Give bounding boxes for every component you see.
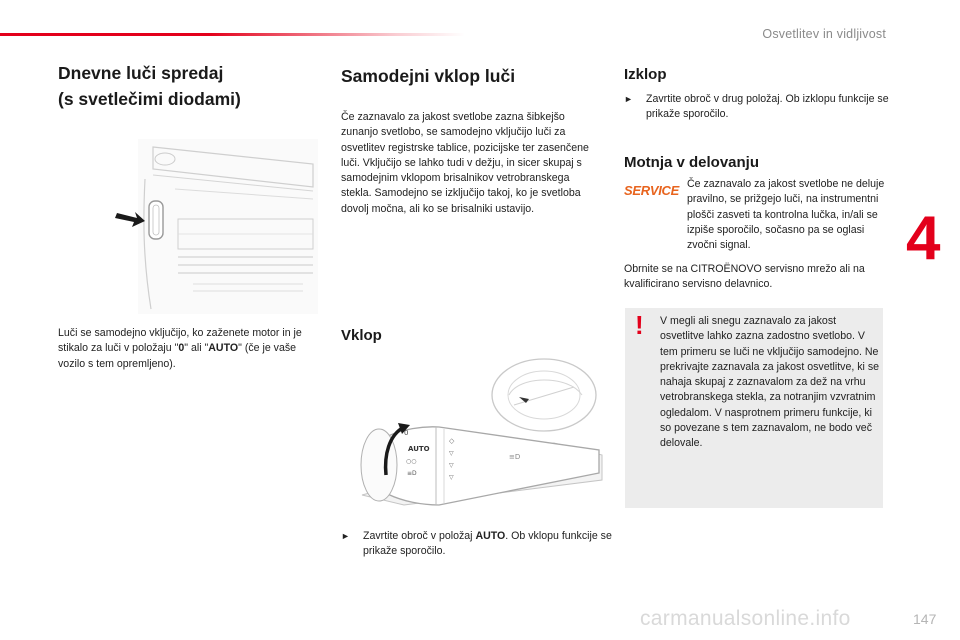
motnja-paragraph xyxy=(624,177,886,253)
wiper-symbols: ◇ xyxy=(449,437,455,445)
vklop-instruction xyxy=(341,529,625,560)
vklop-pre: Zavrtite obroč v položaj xyxy=(363,530,476,542)
dipped-beam-symbol: ≡D xyxy=(407,470,417,477)
triangle-right-icon: ► xyxy=(624,94,633,104)
section-title-daytime-lights xyxy=(58,60,241,112)
service-warning-icon: SERVICE xyxy=(624,183,679,198)
section-title-vklop: Vklop xyxy=(341,327,382,344)
title-line-2: (s svetlečimi diodami) xyxy=(58,89,241,109)
warning-note-text: V megli ali snegu zaznavalo za jakost osvetlitve lahko zazna zadostno svetlobo. V tem primeru se luči ne vključijo samodejno. Ne prekrivajte zaznavala za jakost osvetlitve, ki se nahaja skupaj z zaznavalom za dež na vrhu vetrobranskega stekla, za notranjim vzvratnim ogledalom. V nasprotnem primeru funkcije, ki so povezane s tem zaznavalom, ne bodo več delovale. xyxy=(660,315,880,450)
para-mid: " ali " xyxy=(184,342,209,355)
watermark: carmanualsonline.info xyxy=(640,607,851,630)
wiper-symbol-4: ▽ xyxy=(449,474,454,481)
front-lights-illustration xyxy=(113,139,318,314)
automatic-lights-intro: Če zaznavalo za jakost svetlobe zazna šibkejšo zunanjo svetlobo, se samodejno vključijo luči za osvetlitev registrske tablice, pozicijske ter zasenčene luči. Vključijo se lahko tudi v dežju, in sicer skupaj s samodejnim vklopom brisalnikov vetrobranskega stekla. Samodejno se izključijo takoj, ko je svetloba dovolj močna, ali ko se brisalniki ustavijo. xyxy=(341,111,589,215)
section-title-automatic-lights: Samodejni vklop luči xyxy=(341,66,516,86)
page-number: 147 xyxy=(913,611,937,627)
stalk-label-zero: 0 xyxy=(404,429,409,437)
chapter-title: Osvetlitev in vidljivost xyxy=(762,27,886,41)
position-auto: AUTO xyxy=(208,342,239,355)
para-post: " (če je vaše vozilo s tem opremljeno). xyxy=(58,342,297,370)
section-title-motnja: Motnja v delovanju xyxy=(624,154,760,171)
header-accent-bar xyxy=(0,33,465,36)
service-paragraph: Obrnite se na CITROËNOVO servisno mrežo ali na kvalificirano servisno delavnico. xyxy=(624,263,865,291)
daytime-lights-paragraph xyxy=(58,326,320,372)
position-zero: 0 xyxy=(178,342,185,355)
motnja-text: Če zaznavalo za jakost svetlobe ne deluje pravilno, se prižgejo luči, na instrumentni plošči zasveti ta kontrolna lučka, in/ali se izpiše sporočilo, sočasno pa se oglasi zvočni signal. xyxy=(687,178,885,252)
exclamation-icon: ! xyxy=(635,310,644,340)
chapter-number: 4 xyxy=(906,204,941,273)
stalk-label-auto: AUTO xyxy=(408,445,430,453)
para-pre: Luči se samodejno vključijo, ko zaženete motor in je stikalo za luči v položaju " xyxy=(58,327,302,355)
stalk-end-symbol: ≡D xyxy=(509,453,521,461)
section-title-izklop: Izklop xyxy=(624,66,667,83)
vklop-post: . Ob vklopu funkcije se prikaže sporočilo. xyxy=(363,530,612,558)
triangle-right-icon: ► xyxy=(341,531,350,541)
izklop-instruction xyxy=(624,92,904,123)
parking-light-symbol: ○○ xyxy=(406,458,417,465)
wiper-symbol-2: ▽ xyxy=(449,450,454,457)
vklop-auto: AUTO xyxy=(475,530,506,542)
izklop-text: Zavrtite obroč v drug položaj. Ob izklopu funkcije se prikaže sporočilo. xyxy=(646,93,889,121)
wiper-symbol-3: ▽ xyxy=(449,462,454,469)
title-line-1: Dnevne luči spredaj xyxy=(58,63,224,83)
light-stalk-illustration xyxy=(344,355,604,510)
